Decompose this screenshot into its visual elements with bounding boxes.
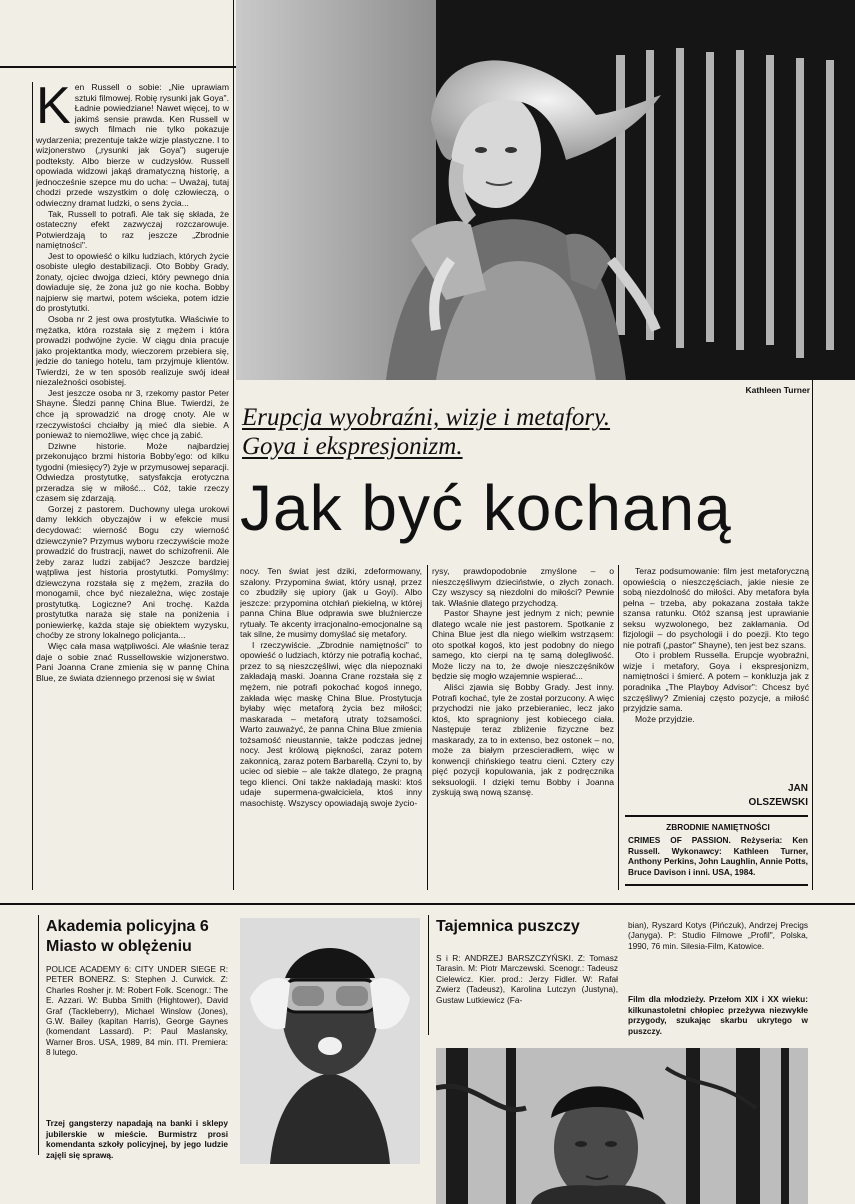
paragraph: Gorzej z pastorem. Duchowny ulega urokowi damy lekkich obyczajów i w efekcie musi decydować: wierność Bogu czy wierność dziewczynie? Przymus wyboru rzeczywiście może prowadzić do frustracji, nawet do schizofrenii. Ale żeby zaraz ludzi zabijać? Jeszcze bardziej wątpliwa jest historia prostytutki. Pomyślmy: dziewczyna rozstała się z mężem, zraziła do monogamii, chce być niezależna, więc zostaje prostytutką. Logiczne? Ani trochę. Każda prostytutka naraża się stale na poniżenia i poniewierkę, każda staje się obiektem wyzysku, choćby ze strony lokalnego policjanta...: [36, 503, 229, 641]
review2-left-rule: [428, 915, 429, 1035]
paragraph: I rzeczywiście. „Zbrodnie namiętności" to opowieść o ludziach, którzy nie potrafią kochać, przez to są nieszczęśliwi, więc dla niepoznaki zakładają maski. Joanna Crane rozstała się z mężem, nie potrafi pokochać kogoś innego, zakłada więc maskę China Blue. Prostytucja byłaby więc metaforą życia bez miłości; maskarada – metaforą utraty tożsamości. Warto zauważyć, że panna China Blue zmienia tożsamość nieustannie, także podczas jednej nocy. Jest królową piękności, zaraz potem zakonnicą, zaraz potem Barbarellą. Czyni to, by uciec od siebie – ale także dlatego, że pragną tego klienci. Oni także nakładają maski: ktoś udaje supermena-gwałciciela, ktoś inny masochistę. Wszyscy opowiadają swoje życio-: [240, 639, 422, 809]
review1-photo-illustration: [240, 918, 420, 1164]
paragraph: Jest jeszcze osoba nr 3, rzekomy pastor Peter Shayne. Śledzi pannę China Blue. Twierdzi, że chce ją sprowadzić na drogę cnoty. Ale w rzeczywistości chciałby ją mieć dla siebie. A ponieważ to niemożliwe, więc chce ją zabić.: [36, 387, 229, 441]
credits-box: [628, 822, 808, 877]
article-column-2: [240, 566, 422, 891]
hero-photo: [236, 0, 855, 380]
author: [700, 782, 808, 810]
intro-paragraph: Ken Russell o sobie: „Nie uprawiam sztuki filmowej. Robię rysunki jak Goya". Ładnie powiedziane! Nawet więcej, to w jakimś sensie prawda. Ken Russell w swych filmach nie tylko pokazuje wydarzenia; prezentuje także wizje plastyczne. I to wizjonerstwo („rysunki jak Goya") sugeruje podteksty. Albo bierze w cudzysłów. Russell opowiada widzowi jakąś dramatyczną historię, a jednocześnie szepce mu do ucha: – Uważaj, tutaj chodzi przede wszystkim o dolę człowieczą, o odwieczny dramat ludzki, o sens życia...: [36, 82, 229, 209]
subhead: [242, 403, 802, 461]
subhead-line-1: Erupcja wyobraźni, wizje i metafory.: [242, 404, 611, 431]
left-column: [36, 82, 229, 890]
paragraph: Aliści zjawia się Bobby Grady. Jest inny. Potrafi kochać, tyle że został porzucony. A więc przychodzi nie jako przebieraniec, lecz jako ktoś, kto spragniony jest kobiecego ciała. Następuje teraz zbliżenie fizyczne bez maskarady, za to in extenso, bez ostonek – no, może za białym przescieradłem, więc w konwencji chińskiego teatru cieni. Cztery czy pięć pozycji kopulowania, jak z podręcznika seksuologii. I dzięki temu Bobby i Joanna zyskują swą nową szansę.: [432, 682, 614, 798]
review2-credits-continued: bian), Ryszard Kotys (Pińczuk), Andrzej Precigs (Janyga). P: Studio Filmowe „Profil", Polska, 1990, 76 min. Silesia-Film, Katowice.: [628, 920, 808, 951]
review1-summary: Trzej gangsterzy napadają na banki i sklepy jubilerskie w mieście. Burmistrz prosi komendanta szkoły policyjnej, by jego ludzie zajęli się sprawą.: [46, 1118, 228, 1160]
dropcap: K: [36, 82, 71, 135]
left-col-right-rule: [233, 0, 234, 890]
review1-title-line-2: Miasto w oblężeniu: [46, 938, 192, 955]
top-rule: [0, 66, 236, 68]
paragraph: Więc cała masa wątpliwości. Ale właśnie teraz daje o sobie znać Russellowskie wizjonerstwo. Pani Joanna Crane zmienia się w pannę China Blue, ze świata dziennego przenosi się w świat: [36, 640, 229, 683]
review1-title-line-1: Akademia policyjna 6: [46, 918, 209, 935]
subhead-line-2: Goya i ekspresjonizm.: [242, 433, 463, 460]
paragraph: Może przyjdzie.: [635, 713, 695, 724]
review2-credits: S i R: ANDRZEJ BARSZCZYŃSKI. Z: Tomasz Tarasin. M: Piotr Marczewski. Scenogr.: Tadeusz Cielewicz. Kier. prod.: Jerzy Fidler. W: Rafał Zwierz (Tadeusz), Karolina Lutczyn (Justyna), Gustaw Lutkiewicz (Fa-: [436, 953, 618, 1005]
paragraph: Teraz podsumowanie: film jest metaforyczną opowieścią o nieszczęściach, jakie niesie ze sobą niezdolność do miłości. Aby metafora była pełna – trzeba, aby pokazana została także szansa ratunku. Otóż szansą jest uprawianie seksu wyzwolonego, bez zakłamania. Od fizjologii – do psychologii i do poezji. Kto tego nie potrafi („pastor" Shayne), ten jest bez szans.: [623, 566, 809, 650]
credits-text: CRIMES OF PASSION. Reżyseria: Ken Russell. Wykonawcy: Kathleen Turner, Anthony Perkins, John Laughlin, Annie Potts, Bruce Davison i inni. USA, 1984.: [628, 835, 808, 877]
col-separator-3-4: [618, 565, 619, 890]
paragraph: Osoba nr 2 jest owa prostytutka. Właściwie to mężatka, która rozstała się z mężem i która prowadzi podwójne życie. W ciągu dnia pracuje jako projektantka mody, wieczorem przebiera się, jedzie do taniego hotelu, tam przyjmuje klientów. Twierdzi, że w ten sposób realizuje swój ideał niezależności osobistej.: [36, 314, 229, 388]
reviews-top-rule: [0, 903, 855, 905]
review2-summary: Film dla młodzieży. Przełom XIX i XX wieku: kilkunastoletni chłopiec przeżywa niezwykłe przygody, szukając skarbu ukrytego w puszczy.: [628, 994, 808, 1036]
article-column-4: [623, 566, 809, 776]
paragraph: Oto i problem Russella. Erupcje wyobraźni, wizje i metafory, Goya i ekspresjonizm, namiętności i śmierć. A potem – konkluzja jak z poradnika „The Playboy Advisor": Chcesz być szczęśliwy? Zmieniaj często pozycje, a miłość przyjdzie sama.: [623, 650, 809, 714]
review2-photo: [436, 1048, 808, 1204]
paragraph: Tak, Russell to potrafi. Ale tak się składa, że ostateczny efekt zazwyczaj rozczarowuje. Potwierdzają to raz jeszcze „Zbrodnie namiętności".: [36, 208, 229, 251]
hero-photo-illustration: [236, 0, 855, 380]
paragraph: Dziwne historie. Może najbardziej przekonująco brzmi historia Bobby'ego: od kilku tygodni (miesięcy?) żyje w przymusowej separacji. Odwiedza prostytutkę, satysfakcja erotyczna przeradza się w miłość... Cóż, takie rzeczy czasem się zdarzają.: [36, 440, 229, 504]
paragraph: nocy. Ten świat jest dziki, zdeformowany, szalony. Przypomina świat, który usnął, przez co zbudziły się upiory (jak u Goyi). Albo jeszcze: przypomina otchłań piekielną, w której panna China Blue odprawia swe bluźniercze rytuały. Te akcenty irracjonalno-emocjonalne są tak silne, że musimy domyślać się metafory.: [240, 566, 422, 640]
author-first-name: JAN: [787, 783, 808, 794]
article-column-3: [432, 566, 614, 891]
review1-photo: [240, 918, 420, 1164]
author-last-name: OLSZEWSKI: [748, 797, 808, 808]
review2-title: Tajemnica puszczy: [436, 918, 580, 935]
left-col-left-rule: [32, 82, 33, 890]
article-title: Jak być kochaną: [240, 472, 732, 544]
photo-caption: Kathleen Turner: [745, 385, 810, 395]
paragraph: rysy, prawdopodobnie zmyślone – o nieszczęśliwym dzieciństwie, o złych zonach. Czy wszyscy są niezdolni do miłości? Pewnie tak. Właśnie dlatego przychodzą.: [432, 566, 614, 608]
review1-left-rule: [38, 915, 39, 1155]
paragraph: Jest to opowieść o kilku ludziach, których życie osobiste uległo destabilizacji. Oto Bobby Grady, żonaty, ojciec dwojga dzieci, który pewnego dnia dowiaduje się, że żona już go nie kocha. Bobby najpierw się martwi, potem wścieka, potem idzie do prostytutki.: [36, 250, 229, 314]
credits-bottom-rule: [625, 884, 808, 886]
review2-photo-illustration: [436, 1048, 808, 1204]
review1-title: [46, 917, 226, 957]
paragraph: Pastor Shayne jest jednym z nich; pewnie dlatego wcale nie jest pastorem. Spotkanie z China Blue jest dla niego wielkim wstrząsem: oto spotkał kogoś, kto jest podobny do niego samego, kto cierpi na tę samą dolegliwość. Może liczy na to, że dwoje nieszczęśników będzie się mogło wzajemnie wspierać...: [432, 608, 614, 682]
credits-top-rule: [625, 815, 808, 817]
credits-title: ZBRODNIE NAMIĘTNOŚCI: [666, 822, 770, 832]
review1-credits: POLICE ACADEMY 6: CITY UNDER SIEGE R: PETER BONERZ. S: Stephen J. Curwick. Z: Charles Rosher jr. M: Robert Folk. Scenogr.: The E. Azzari. W: Bubba Smith (Hightower), David Graf (Tackleberry), Michael Winslow (Jones), G.W. Bailey (kapitan Harris), George Gaynes (komendant Lassard). P: Paul Maslansky, Warner Bros. USA, 1989, 84 min. ITI. Premiera: 8 lutego.: [46, 964, 228, 1058]
col-separator-2-3: [427, 565, 428, 890]
article-right-rule: [812, 380, 813, 890]
